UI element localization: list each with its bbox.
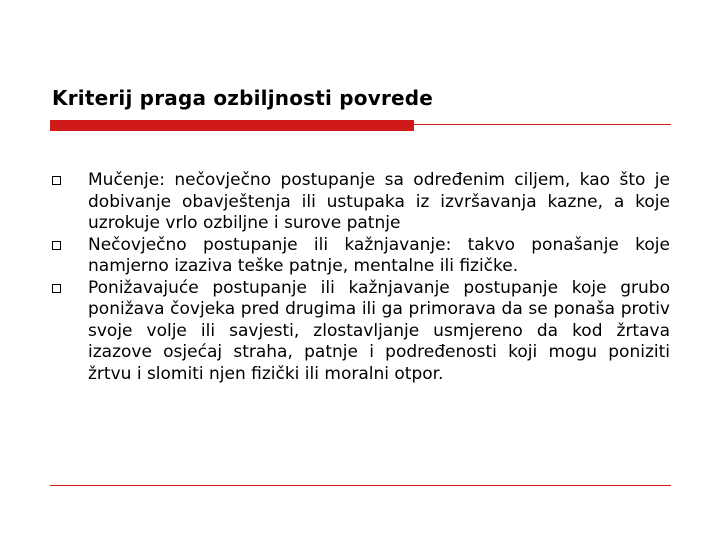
bullet-text: Ponižavajuće postupanje ili kažnjavanje postupanje koje grubo ponižava čovjeka pred drugima ili ga primorava da se ponaša protiv svoje volje ili savjesti, zlostavljanje usmjereno da kod žrtava izazove osjećaj straha, patnje i podređenosti koji mogu poniziti žrtvu i slomiti njen fizički ili moralni otpor. bbox=[88, 277, 670, 384]
slide-title: Kriterij praga ozbiljnosti povrede bbox=[52, 86, 434, 110]
bullet-text: Nečovječno postupanje ili kažnjavanje: takvo ponašanje koje namjerno izaziva teške patnje, mentalne ili fizičke. bbox=[88, 234, 670, 276]
bullet-text: Mučenje: nečovječno postupanje sa određenim ciljem, kao što je dobivanje obavještenja ili ustupaka iz izvršavanja kazne, a koje uzrokuje vrlo ozbiljne i surove patnje bbox=[88, 170, 670, 233]
title-accent-bar bbox=[50, 120, 414, 131]
bullet-item-torture bbox=[52, 170, 670, 235]
hollow-square-bullet-icon bbox=[52, 284, 61, 293]
bullet-item-inhuman-treatment bbox=[52, 235, 670, 278]
footer-divider-line bbox=[50, 485, 671, 486]
hollow-square-bullet-icon bbox=[52, 176, 61, 185]
bullet-list bbox=[52, 170, 670, 385]
hollow-square-bullet-icon bbox=[52, 241, 61, 250]
bullet-item-degrading-treatment bbox=[52, 278, 670, 386]
